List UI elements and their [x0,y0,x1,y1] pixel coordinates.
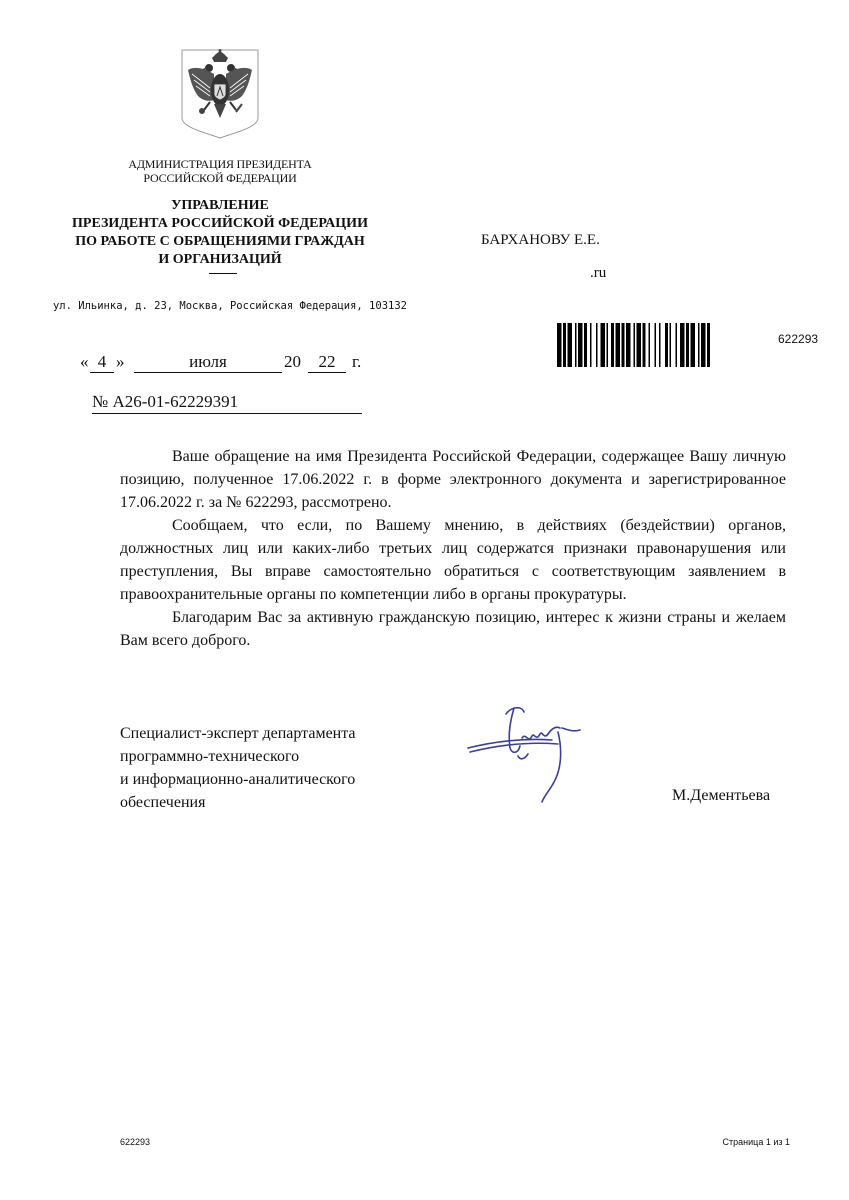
date-month: июля [134,352,282,373]
administration-line: РОССИЙСКОЙ ФЕДЕРАЦИИ [143,171,297,185]
barcode [557,323,761,367]
administration-line: АДМИНИСТРАЦИЯ ПРЕЗИДЕНТА [128,157,312,171]
signatory-title-line: и информационно-аналитического [120,771,356,788]
department-line: ПРЕЗИДЕНТА РОССИЙСКОЙ ФЕДЕРАЦИИ [72,216,368,231]
letter-body [120,445,786,652]
barcode-number: 622293 [778,332,819,346]
department-divider [209,273,237,274]
date-close-quote: » [116,352,125,371]
signatory-title [120,722,420,814]
registration-number: № А26-01-62229391 [92,392,362,414]
signatory-title-line: обеспечения [120,794,206,811]
date-day: 4 [90,352,114,373]
signatory-name: М.Дементьева [672,787,771,804]
date-year-suffix: 22 [308,352,346,373]
department-line: УПРАВЛЕНИЕ [171,198,269,213]
date-open-quote: « [80,352,89,371]
body-paragraph: Ваше обращение на имя Президента Российской Федерации, содержащее Вашу личную позицию, полученное 17.06.2022 г. в форме электронного документа и зарегистрированное 17.06.2022 г. за № 622293, рассмотрено. [120,448,786,511]
date-suffix: г. [352,352,362,371]
body-paragraph: Благодарим Вас за активную гражданскую позицию, интерес к жизни страны и желаем Вам всего доброго. [120,609,786,649]
handwritten-signature-icon [462,698,602,808]
department-line: ПО РАБОТЕ С ОБРАЩЕНИЯМИ ГРАЖДАН [75,234,365,249]
department-line: И ОРГАНИЗАЦИЙ [158,252,282,267]
date-year-prefix: 20 [284,352,301,371]
emblem-icon [180,48,260,140]
signatory-title-line: программно-технического [120,748,300,765]
administration-heading [95,157,345,185]
sender-address: ул. Ильинка, д. 23, Москва, Российская Федерация, 103132 [52,300,407,312]
recipient-name: БАРХАНОВУ Е.Е. [481,232,600,248]
signatory-title-line: Специалист-эксперт департамента [120,725,356,742]
department-heading [55,197,385,269]
footer-page-number: Страница 1 из 1 [722,1137,790,1147]
footer-document-number: 622293 [120,1137,151,1147]
recipient-email: .ru [590,265,607,281]
body-paragraph: Сообщаем, что если, по Вашему мнению, в действиях (бездействии) органов, должностных лиц или каких-либо третьих лиц содержатся признаки правонарушения или преступления, Вы вправе самостоятельно обратиться с соответствующим заявлением в правоохранительные органы по компетенции либо в органы прокуратуры. [120,517,786,603]
